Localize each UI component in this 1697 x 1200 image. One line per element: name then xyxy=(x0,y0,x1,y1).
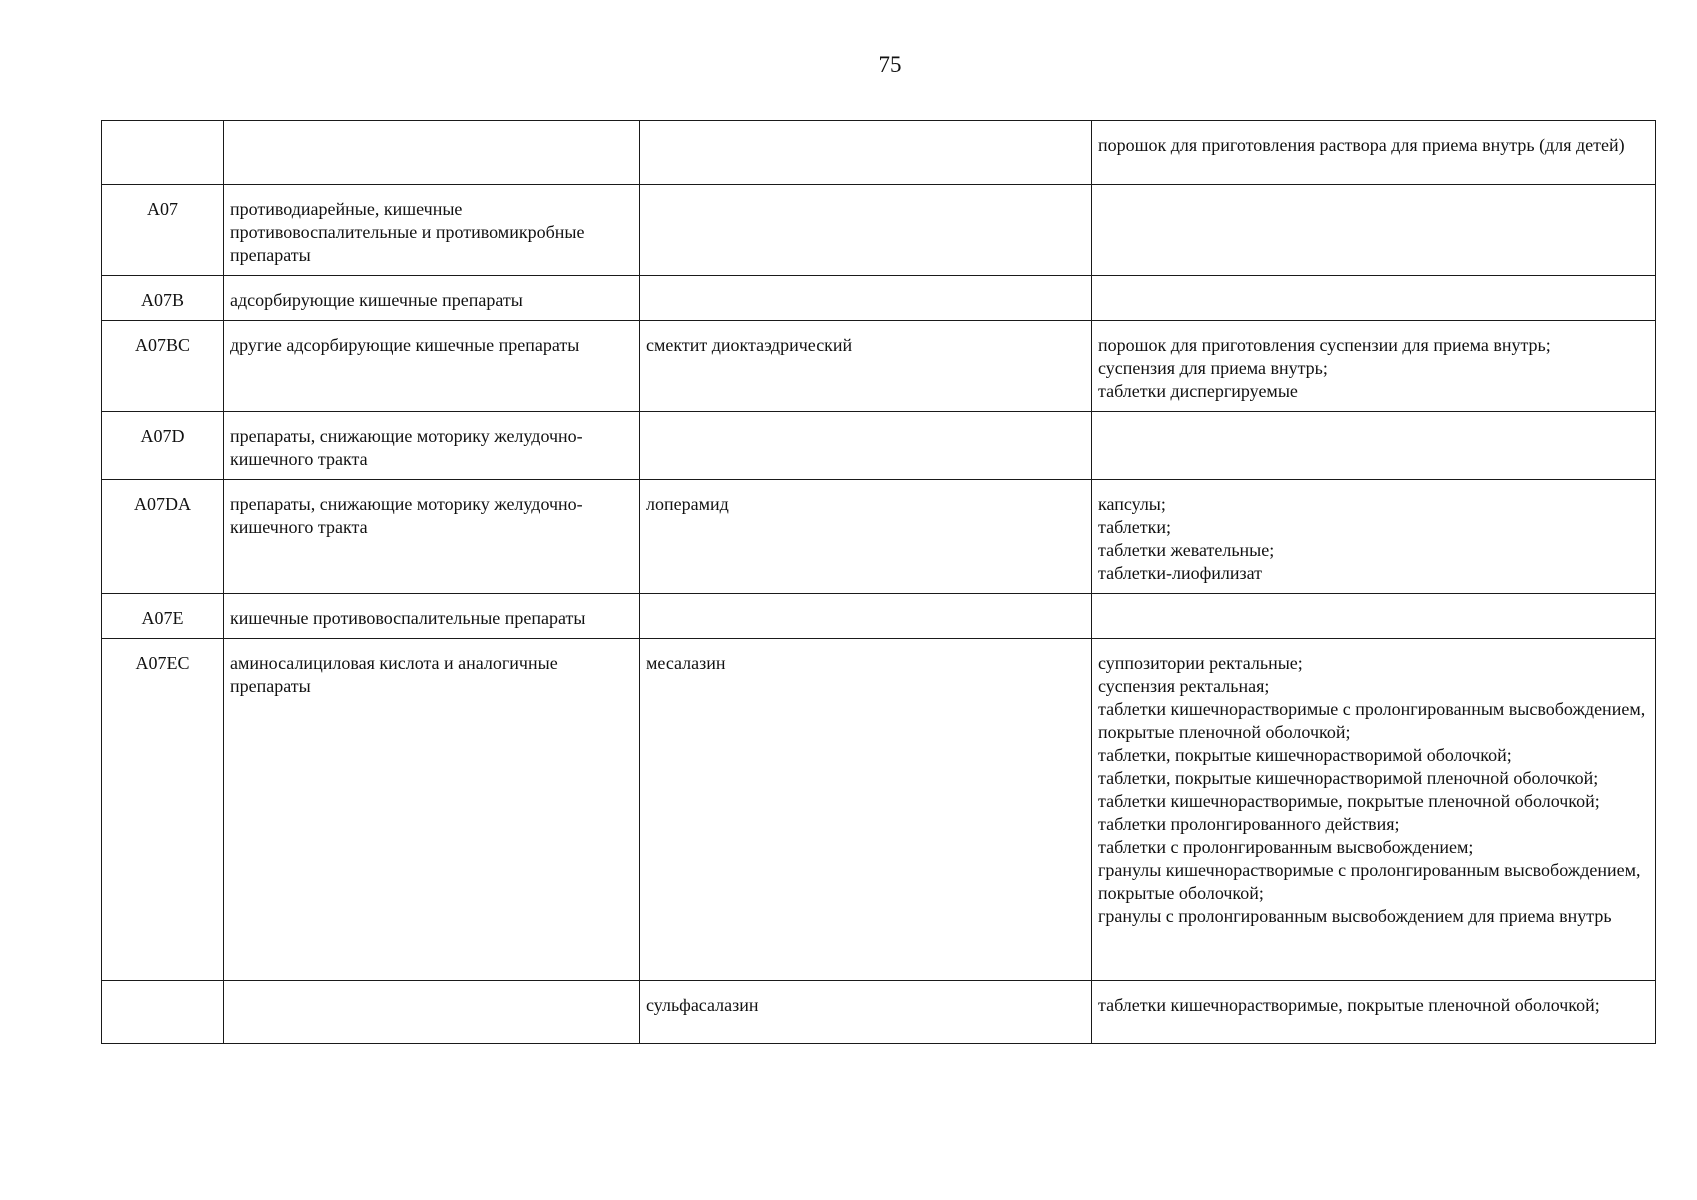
dosage-forms-cell xyxy=(1092,412,1656,480)
dosage-form-item: таблетки кишечнорастворимые, покрытые пленочной оболочкой; xyxy=(1098,791,1600,811)
pharmacological-group-cell: кишечные противовоспалительные препараты xyxy=(224,594,640,639)
table-row xyxy=(102,981,1656,1044)
dosage-forms-cell xyxy=(1092,321,1656,412)
dosage-forms-cell xyxy=(1092,594,1656,639)
atc-code-cell xyxy=(102,121,224,185)
table-row xyxy=(102,639,1656,981)
atc-code-cell: A07B xyxy=(102,276,224,321)
dosage-form-item: таблетки диспергируемые xyxy=(1098,381,1298,401)
drug-name-cell xyxy=(640,276,1092,321)
dosage-form-item: капсулы; xyxy=(1098,494,1166,514)
pharmacological-group-cell: препараты, снижающие моторику желудочно-кишечного тракта xyxy=(224,480,640,594)
drug-name-cell: месалазин xyxy=(640,639,1092,981)
dosage-form-item: таблетки кишечнорастворимые с пролонгированным высвобождением, покрытые пленочной оболочкой; xyxy=(1098,699,1646,742)
pharmacological-group-cell: другие адсорбирующие кишечные препараты xyxy=(224,321,640,412)
dosage-form-item: таблетки, покрытые кишечнорастворимой пленочной оболочкой; xyxy=(1098,768,1599,788)
drug-name-cell xyxy=(640,121,1092,185)
atc-code-cell xyxy=(102,981,224,1044)
pharmacological-group-cell: препараты, снижающие моторику желудочно-кишечного тракта xyxy=(224,412,640,480)
dosage-form-item: таблетки кишечнорастворимые, покрытые пленочной оболочкой; xyxy=(1098,995,1600,1015)
dosage-form-item: порошок для приготовления раствора для приема внутрь (для детей) xyxy=(1098,135,1625,155)
pharmacological-group-cell xyxy=(224,981,640,1044)
pharmacological-group-cell xyxy=(224,121,640,185)
dosage-form-item: суспензия ректальная; xyxy=(1098,676,1270,696)
dosage-forms-cell xyxy=(1092,121,1656,185)
dosage-form-item: таблетки; xyxy=(1098,517,1172,537)
table-row xyxy=(102,480,1656,594)
dosage-forms-cell xyxy=(1092,276,1656,321)
dosage-forms-cell xyxy=(1092,639,1656,981)
drug-name-cell xyxy=(640,594,1092,639)
dosage-form-item: суспензия для приема внутрь; xyxy=(1098,358,1328,378)
dosage-form-item: таблетки жевательные; xyxy=(1098,540,1275,560)
table-row xyxy=(102,594,1656,639)
dosage-form-item: таблетки-лиофилизат xyxy=(1098,563,1263,583)
page-number: 75 xyxy=(878,52,902,77)
table-body xyxy=(102,121,1656,1044)
table-row xyxy=(102,412,1656,480)
table-row xyxy=(102,276,1656,321)
atc-code-cell: A07D xyxy=(102,412,224,480)
pharmacological-group-cell: адсорбирующие кишечные препараты xyxy=(224,276,640,321)
drug-name-cell: лоперамид xyxy=(640,480,1092,594)
dosage-form-item: таблетки пролонгированного действия; xyxy=(1098,814,1400,834)
drug-classification-table xyxy=(101,120,1656,1044)
table-row xyxy=(102,321,1656,412)
atc-code-cell: A07BC xyxy=(102,321,224,412)
dosage-forms-cell xyxy=(1092,981,1656,1044)
dosage-form-item: порошок для приготовления суспензии для приема внутрь; xyxy=(1098,335,1551,355)
dosage-forms-cell xyxy=(1092,185,1656,276)
atc-code-cell: A07DA xyxy=(102,480,224,594)
dosage-form-item: таблетки, покрытые кишечнорастворимой оболочкой; xyxy=(1098,745,1512,765)
dosage-form-item: гранулы с пролонгированным высвобождением для приема внутрь xyxy=(1098,906,1612,926)
pharmacological-group-cell: аминосалициловая кислота и аналогичные препараты xyxy=(224,639,640,981)
pharmacological-group-cell: противодиарейные, кишечные противовоспалительные и противомикробные препараты xyxy=(224,185,640,276)
drug-name-cell: сульфасалазин xyxy=(640,981,1092,1044)
dosage-form-item: гранулы кишечнорастворимые с пролонгированным высвобождением, покрытые оболочкой; xyxy=(1098,860,1641,903)
drug-name-cell: смектит диоктаэдрический xyxy=(640,321,1092,412)
dosage-form-item: суппозитории ректальные; xyxy=(1098,653,1303,673)
dosage-form-item: таблетки с пролонгированным высвобождением; xyxy=(1098,837,1474,857)
table-row xyxy=(102,121,1656,185)
dosage-forms-cell xyxy=(1092,480,1656,594)
drug-name-cell xyxy=(640,412,1092,480)
atc-code-cell: A07EC xyxy=(102,639,224,981)
table-row xyxy=(102,185,1656,276)
drug-name-cell xyxy=(640,185,1092,276)
atc-code-cell: A07E xyxy=(102,594,224,639)
atc-code-cell: A07 xyxy=(102,185,224,276)
